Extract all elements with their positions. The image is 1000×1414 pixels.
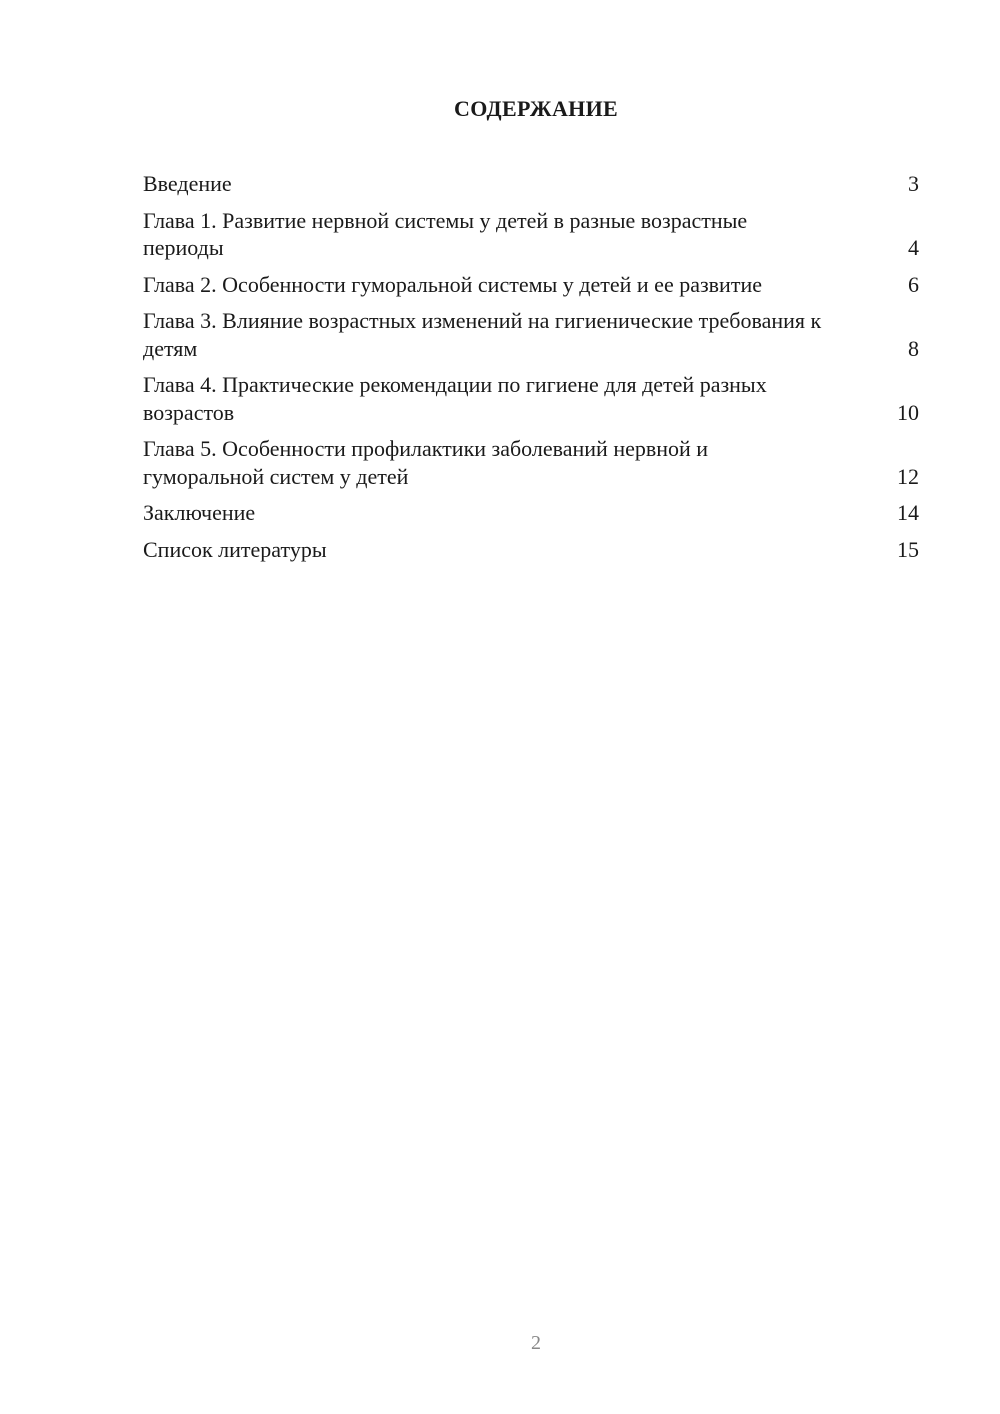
toc-entry-page: 4 xyxy=(908,235,919,260)
toc-entry-page: 12 xyxy=(897,463,919,489)
toc-entry-text: Глава 1. Развитие нервной системы у детей в разные возрастные периоды xyxy=(143,207,748,260)
toc-entry-page: 15 xyxy=(897,536,919,562)
toc-entry-text: Список литературы xyxy=(143,536,327,562)
toc-entry-page: 6 xyxy=(908,271,919,297)
toc-entry-chapter-1[interactable] xyxy=(143,207,919,262)
toc-entry-page: 10 xyxy=(897,399,919,425)
toc-entry-page: 8 xyxy=(908,335,919,361)
toc-title: СОДЕРЖАНИЕ xyxy=(454,96,618,121)
toc-entry-text: Введение xyxy=(143,171,232,196)
toc-entry-page: 3 xyxy=(908,171,919,196)
toc-entry-introduction[interactable] xyxy=(143,170,919,198)
toc-entry-chapter-3[interactable] xyxy=(143,307,919,362)
toc-entry-references[interactable] xyxy=(143,536,919,564)
toc-list xyxy=(143,170,919,572)
toc-entry-text: Заключение xyxy=(143,500,256,525)
toc-entry-chapter-4[interactable] xyxy=(143,371,919,426)
toc-entry-text: Глава 4. Практические рекомендации по гигиене для детей разных возрастов xyxy=(143,372,767,425)
toc-entry-text: Глава 2. Особенности гуморальной системы у детей и ее развитие xyxy=(143,271,762,297)
toc-entry-text: Глава 5. Особенности профилактики заболеваний нервной и гуморальной систем у детей xyxy=(143,436,709,489)
toc-entry-chapter-5[interactable] xyxy=(143,435,919,490)
toc-entry-page: 14 xyxy=(897,500,919,525)
toc-entry-chapter-2[interactable] xyxy=(143,271,919,299)
toc-entry-text: Глава 3. Влияние возрастных изменений на гигиенические требования к детям xyxy=(143,308,822,361)
toc-entry-conclusion[interactable] xyxy=(143,499,919,527)
page-number: 2 xyxy=(531,1332,541,1354)
